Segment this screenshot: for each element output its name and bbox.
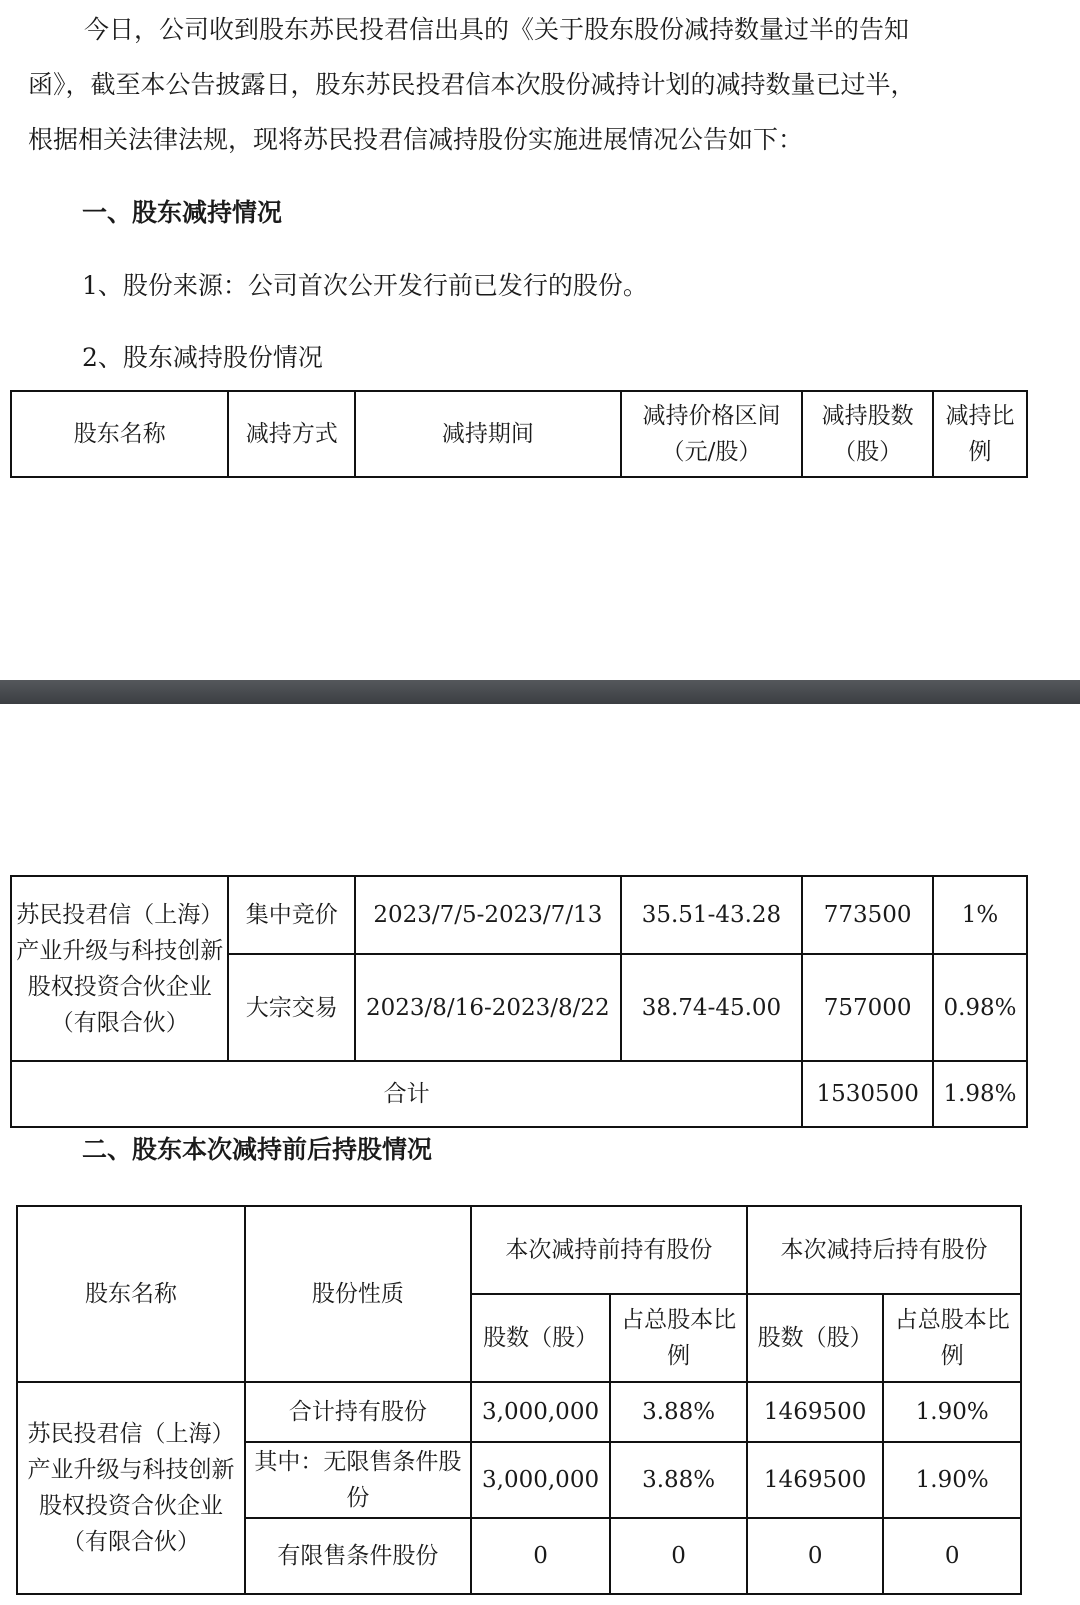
share-nature-cell: 合计持有股份 <box>245 1382 471 1442</box>
reduction-table-header <box>10 390 1028 478</box>
header-price-range: 减持价格区间（元/股） <box>621 391 803 477</box>
header-shareholder-name: 股东名称 <box>17 1206 245 1382</box>
shareholder-name-cell: 苏民投君信（上海）产业升级与科技创新股权投资合伙企业（有限合伙） <box>17 1382 245 1594</box>
total-row <box>11 1061 1027 1127</box>
holding-table <box>16 1205 1022 1595</box>
after-shares-cell: 1469500 <box>747 1442 884 1518</box>
before-ratio-cell: 3.88% <box>610 1442 747 1518</box>
header-after-reduction: 本次减持后持有股份 <box>747 1206 1021 1294</box>
total-shares: 1530500 <box>802 1061 933 1127</box>
after-shares-cell: 0 <box>747 1518 884 1594</box>
method-cell: 集中竞价 <box>228 876 355 954</box>
before-ratio-cell: 3.88% <box>610 1382 747 1442</box>
reduction-table-body <box>10 875 1028 1128</box>
reduction-subheading: 2、股东减持股份情况 <box>82 343 323 372</box>
method-cell: 大宗交易 <box>228 954 355 1061</box>
shares-cell: 757000 <box>802 954 933 1061</box>
page-separator <box>0 680 1080 704</box>
price-cell: 35.51-43.28 <box>621 876 803 954</box>
subheader-after-shares: 股数（股） <box>747 1294 884 1382</box>
price-cell: 38.74-45.00 <box>621 954 803 1061</box>
header-method: 减持方式 <box>228 391 355 477</box>
before-shares-cell: 3,000,000 <box>471 1442 611 1518</box>
subheader-before-shares: 股数（股） <box>471 1294 611 1382</box>
header-period: 减持期间 <box>355 391 620 477</box>
total-label: 合计 <box>11 1061 802 1127</box>
intro-paragraph <box>28 2 1028 167</box>
ratio-cell: 0.98% <box>933 954 1027 1061</box>
subheader-before-ratio: 占总股本比例 <box>610 1294 747 1382</box>
header-shareholder-name: 股东名称 <box>11 391 228 477</box>
after-shares-cell: 1469500 <box>747 1382 884 1442</box>
header-share-count: 减持股数（股） <box>802 391 933 477</box>
share-nature-cell: 其中：无限售条件股份 <box>245 1442 471 1518</box>
shares-cell: 773500 <box>802 876 933 954</box>
intro-line-3: 根据相关法律法规，现将苏民投君信减持股份实施进展情况公告如下： <box>28 125 804 154</box>
intro-line-2: 函》，截至本公告披露日，股东苏民投君信本次股份减持计划的减持数量已过半， <box>28 70 916 99</box>
after-ratio-cell: 0 <box>883 1518 1021 1594</box>
section-heading-1: 一、股东减持情况 <box>82 198 283 227</box>
period-cell: 2023/8/16-2023/8/22 <box>355 954 620 1061</box>
table-row <box>17 1382 1021 1442</box>
share-source-line: 1、股份来源：公司首次公开发行前已发行的股份。 <box>82 271 648 300</box>
before-shares-cell: 0 <box>471 1518 611 1594</box>
shareholder-name-cell: 苏民投君信（上海）产业升级与科技创新股权投资合伙企业（有限合伙） <box>11 876 228 1061</box>
subheader-after-ratio: 占总股本比例 <box>883 1294 1021 1382</box>
header-before-reduction: 本次减持前持有股份 <box>471 1206 747 1294</box>
ratio-cell: 1% <box>933 876 1027 954</box>
header-ratio: 减持比例 <box>933 391 1027 477</box>
after-ratio-cell: 1.90% <box>883 1382 1021 1442</box>
header-share-nature: 股份性质 <box>245 1206 471 1382</box>
before-ratio-cell: 0 <box>610 1518 747 1594</box>
period-cell: 2023/7/5-2023/7/13 <box>355 876 620 954</box>
after-ratio-cell: 1.90% <box>883 1442 1021 1518</box>
before-shares-cell: 3,000,000 <box>471 1382 611 1442</box>
total-ratio: 1.98% <box>933 1061 1027 1127</box>
table-row <box>11 876 1027 954</box>
section-heading-2: 二、股东本次减持前后持股情况 <box>82 1135 433 1164</box>
share-nature-cell: 有限售条件股份 <box>245 1518 471 1594</box>
intro-line-1: 今日，公司收到股东苏民投君信出具的《关于股东股份减持数量过半的告知 <box>84 15 910 44</box>
